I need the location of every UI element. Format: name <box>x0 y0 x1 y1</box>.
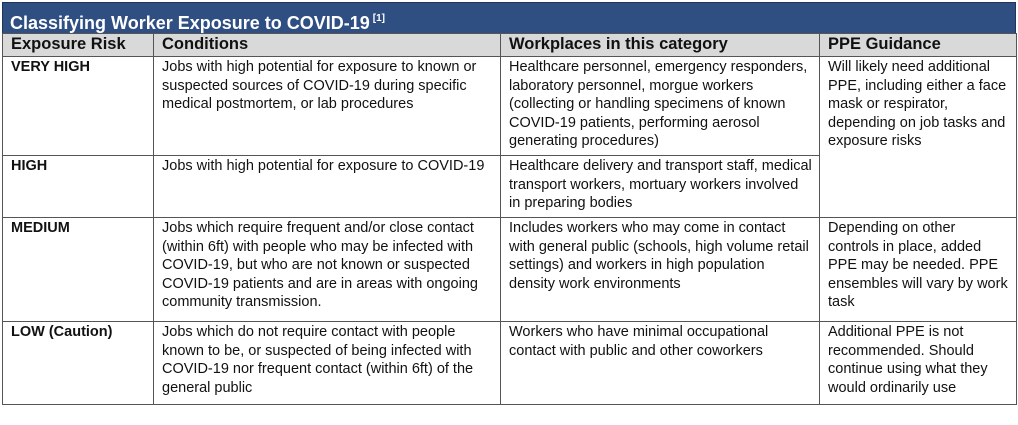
conditions-cell: Jobs with high potential for exposure to known or suspected sources of COVID-19 during specific medical postmortem, or lab procedures <box>154 57 501 156</box>
workplaces-cell: Healthcare personnel, emergency responders, laboratory personnel, morgue workers (collecting or handling specimens of known COVID-19 patients, performing aerosol generating procedures) <box>501 57 820 156</box>
title-reference: [1] <box>372 13 385 24</box>
risk-level: MEDIUM <box>3 218 154 322</box>
conditions-cell: Jobs which do not require contact with people known to be, or suspected of being infected with COVID-19 nor frequent contact (within 6ft) of the general public <box>154 322 501 405</box>
risk-level: VERY HIGH <box>3 57 154 156</box>
table-row <box>3 57 1017 156</box>
header-conditions: Conditions <box>154 34 501 57</box>
header-exposure-risk: Exposure Risk <box>3 34 154 57</box>
ppe-cell: Depending on other controls in place, added PPE may be needed. PPE ensembles will vary by work task <box>820 218 1017 322</box>
header-row <box>3 34 1017 57</box>
table-title <box>2 2 1016 33</box>
risk-level: HIGH <box>3 156 154 218</box>
ppe-cell: Will likely need additional PPE, including either a face mask or respirator, depending on job tasks and exposure risks <box>820 57 1017 218</box>
workplaces-cell: Healthcare delivery and transport staff, medical transport workers, mortuary workers involved in preparing bodies <box>501 156 820 218</box>
ppe-cell: Additional PPE is not recommended. Should continue using what they would ordinarily use <box>820 322 1017 405</box>
risk-level: LOW (Caution) <box>3 322 154 405</box>
workplaces-cell: Includes workers who may come in contact with general public (schools, high volume retail settings) and workers in high population density work environments <box>501 218 820 322</box>
title-text: Classifying Worker Exposure to COVID-19 <box>10 13 370 33</box>
table-row <box>3 322 1017 405</box>
conditions-cell: Jobs which require frequent and/or close contact (within 6ft) with people who may be infected with COVID-19, but who are not known or suspected COVID-19 patients and are in areas with ongoing community transmission. <box>154 218 501 322</box>
workplaces-cell: Workers who have minimal occupational contact with public and other coworkers <box>501 322 820 405</box>
header-workplaces: Workplaces in this category <box>501 34 820 57</box>
conditions-cell: Jobs with high potential for exposure to COVID-19 <box>154 156 501 218</box>
table-row <box>3 218 1017 322</box>
exposure-table-container <box>2 2 1016 405</box>
header-ppe-guidance: PPE Guidance <box>820 34 1017 57</box>
exposure-table <box>2 33 1017 405</box>
